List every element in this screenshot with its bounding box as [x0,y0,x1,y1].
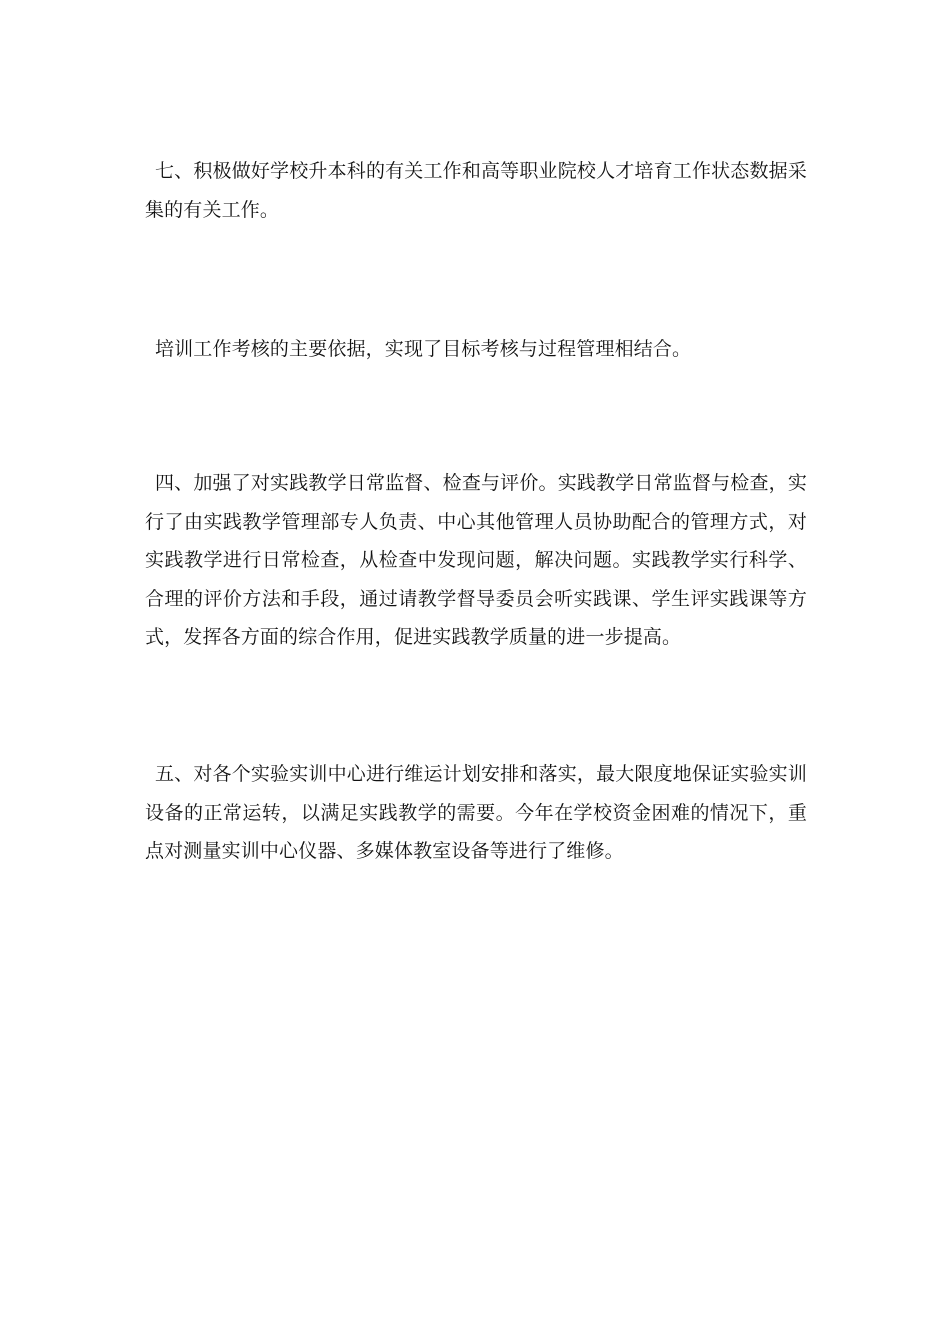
paragraph-item-5: 五、对各个实验实训中心进行维运计划安排和落实，最大限度地保证实验实训设备的正常运转，以满足实践教学的需要。今年在学校资金困难的情况下，重点对测量实训中心仪器、多媒体教室设备等进行了维修。 [145,763,807,862]
paragraph-training-assessment: 培训工作考核的主要依据，实现了目标考核与过程管理相结合。 [155,338,692,360]
paragraph-item-7: 七、积极做好学校升本科的有关工作和高等职业院校人才培育工作状态数据采集的有关工作。 [145,160,807,221]
paragraph-item-4: 四、加强了对实践教学日常监督、检查与评价。实践教学日常监督与检查，实行了由实践教学管理部专人负责、中心其他管理人员协助配合的管理方式，对实践教学进行日常检查，从检查中发现问题，解决问题。实践教学实行科学、合理的评价方法和手段，通过请教学督导委员会听实践课、学生评实践课等方式，发挥各方面的综合作用，促进实践教学质量的进一步提高。 [145,472,807,648]
